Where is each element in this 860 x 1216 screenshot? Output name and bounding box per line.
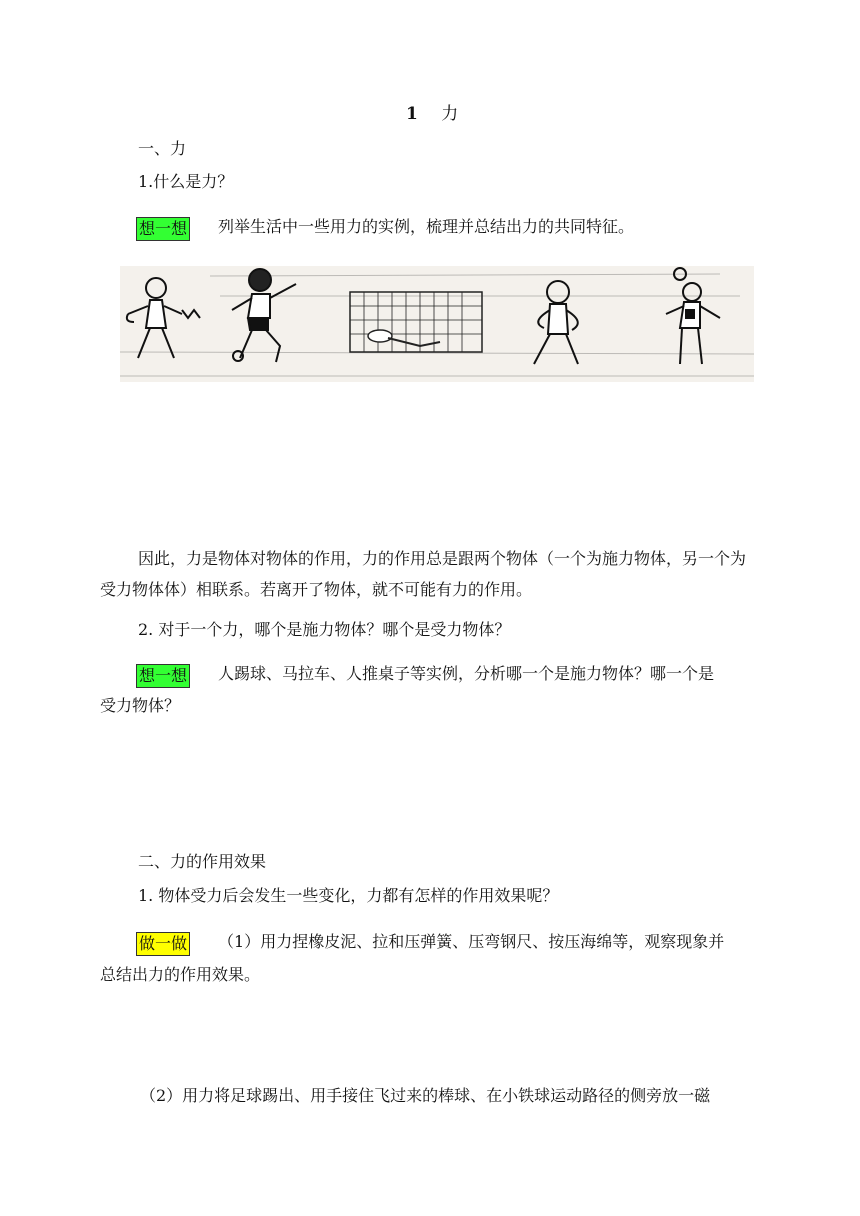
think-text: 列举生活中一些用力的实例，梳理并总结出力的共同特征。 bbox=[218, 217, 635, 236]
think-box-2 bbox=[136, 664, 760, 688]
force-definition-text: 因此，力是物体对物体的作用，力的作用总是跟两个物体（一个为施力物体，另一个为受力物体体）相联系。若离开了物体，就不可能有力的作用。 bbox=[100, 549, 747, 599]
force-definition-paragraph bbox=[100, 549, 760, 605]
lesson-title-text: 力 bbox=[441, 104, 459, 124]
think-text-line2: 受力物体？ bbox=[100, 696, 181, 715]
think-text-line1: 人踢球、马拉车、人推桌子等实例，分析哪一个是施力物体？哪一个是 bbox=[218, 664, 715, 683]
lesson-title bbox=[406, 104, 458, 124]
force-examples-illustration bbox=[120, 266, 754, 382]
do-text-line1: （1）用力捏橡皮泥、拉和压弹簧、压弯钢尺、按压海绵等，观察现象并 bbox=[218, 932, 725, 951]
question-force-effects: 1. 物体受力后会发生一些变化，力都有怎样的作用效果呢？ bbox=[138, 886, 559, 905]
section-heading-effects: 二、力的作用效果 bbox=[138, 852, 267, 871]
sports-figures-drawing bbox=[120, 266, 754, 382]
do-tag: 做一做 bbox=[136, 932, 190, 956]
think-tag: 想一想 bbox=[136, 664, 190, 688]
do-box-1 bbox=[136, 932, 724, 956]
section-heading-force: 一、力 bbox=[138, 139, 187, 158]
question-what-is-force: 1.什么是力？ bbox=[138, 172, 234, 191]
think-box-1 bbox=[136, 217, 634, 241]
item-2-text: （2）用力将足球踢出、用手接住飞过来的棒球、在小铁球运动路径的侧旁放一磁 bbox=[140, 1086, 711, 1105]
question-agent-receiver: 2. 对于一个力，哪个是施力物体？哪个是受力物体？ bbox=[138, 620, 511, 639]
do-text-line2: 总结出力的作用效果。 bbox=[100, 965, 261, 984]
think-tag: 想一想 bbox=[136, 217, 190, 241]
lesson-number: 1 bbox=[406, 104, 418, 124]
